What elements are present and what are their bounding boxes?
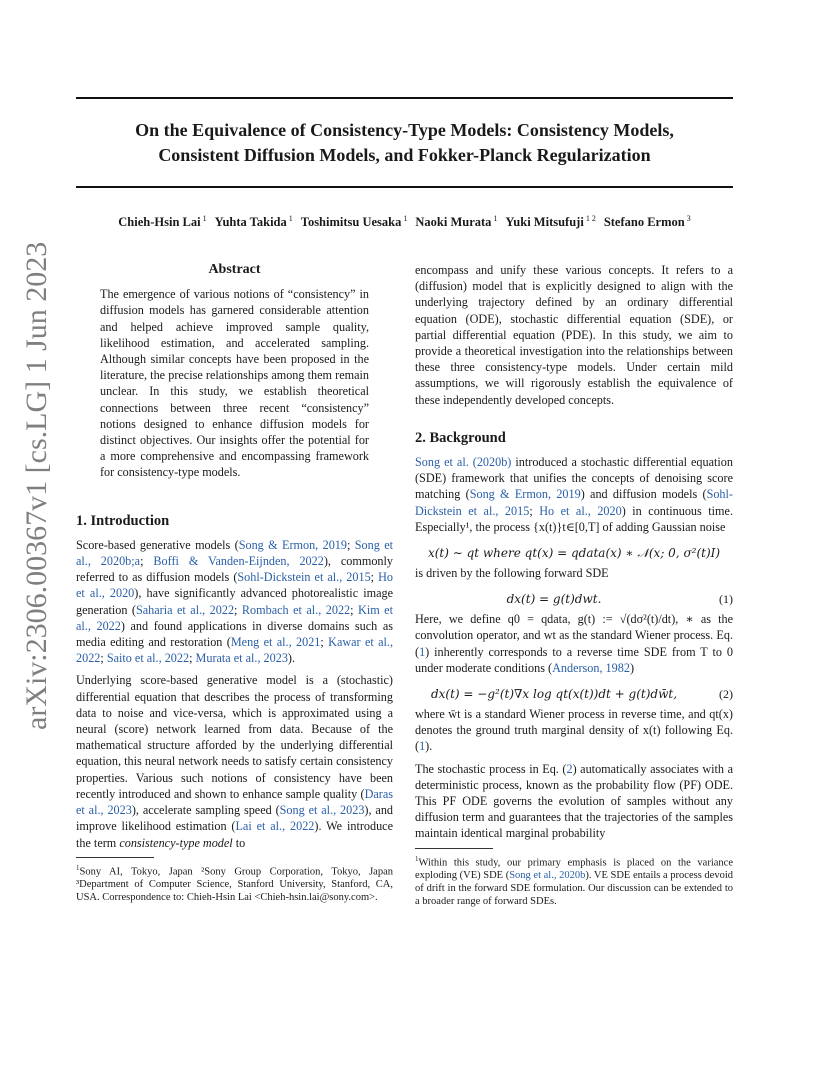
citation-link[interactable]: Meng et al., 2021: [230, 635, 321, 650]
left-column: [76, 262, 393, 904]
bottom-title-rule: [76, 186, 733, 188]
author-affiliation-mark: 1: [200, 214, 207, 223]
right-paragraph-0: encompass and unify these various concepts. It refers to a (diffusion) model that is explicitly designed to align with the underlying trajectory defined by an ordinary differential equation (ODE), stochastic differential equation (SDE), or partial differential equation (PDE). In this study, we aim to provide a theoretical investigation into the relationships between these three consistency-type models. Under certain mild assumptions, we will rigorously establish the equivalence of these independently developed concepts.: [415, 263, 733, 407]
citation-link[interactable]: Sohl-Dickstein et al., 2015: [237, 570, 371, 585]
top-rule: [76, 97, 733, 99]
citation-link[interactable]: Kim et al., 2022: [76, 602, 393, 633]
footnote-rule-left: [76, 857, 154, 858]
equation-marginal-body: x(t) ∼ qt where qt(x) = qdata(x) ∗ 𝒩(x; 0, σ²(t)I): [427, 546, 721, 561]
footnote-mark-left: 1: [76, 863, 80, 872]
background-paragraph-2: is driven by the following forward SDE: [415, 566, 609, 581]
footnote-ve-sde-text: Within this study, our primary emphasis is placed on the variance exploding (VE) SDE (Song et al., 2020b). VE SDE entails a process devoid of drift in the forward SDE formulation. Our discussion can be extended to a broader range of forward SDEs.: [415, 857, 733, 908]
background-paragraph-4: where w̄t is a standard Wiener process in reverse time, and qt(x) denotes the ground truth marginal density of x(t) following Eq. (1).: [415, 707, 733, 754]
author-affiliation-mark: 1 2: [583, 214, 596, 223]
intro-paragraph-2: Underlying score-based generative model is a (stochastic) differential equation that describes the process of transforming data to noise and vice-versa, which is approximated using a neural (score) network learned from data. Because of the mathematical structure afforded by the underlying differential equation, this neural network needs to satisfy certain consistency properties. Various such notions of consistency have been recently introduced and shown to enhance sample quality (Daras et al., 2023), accelerate sampling speed (Song et al., 2023), and improve likelihood estimation (Lai et al., 2022). We introduce the term consistency-type model to: [76, 673, 394, 850]
background-paragraph-3: Here, we define q0 = qdata, g(t) := √(dσ²(t)/dt), ∗ as the convolution operator, and wt as the standard Wiener process. Eq. (1) inherently corresponds to a reverse time SDE from T to 0 under moderate conditions (Anderson, 1982): [415, 612, 733, 675]
citation-link[interactable]: Song et al., 2020b: [509, 870, 586, 882]
author-affiliation-mark: 1: [401, 214, 408, 223]
citation-link[interactable]: 1: [419, 739, 426, 754]
author-list: [76, 214, 733, 230]
arxiv-stamp: arXiv:2306.00367v1 [cs.LG] 1 Jun 2023: [20, 241, 53, 730]
author-affiliation-mark: 1: [491, 214, 498, 223]
citation-link[interactable]: Song & Ermon, 2019: [469, 487, 581, 502]
equation-marginal: [415, 541, 733, 565]
background-paragraph-1: Song et al. (2020b) introduced a stochastic differential equation (SDE) framework that unifies the concepts of denoising score matching (Song & Ermon, 2019) and diffusion models (Sohl-Dickstein et al., 2015; Ho et al., 2020) in continuous time. Especially¹, the process {x(t)}t∈[0,T] of adding Gaussian noise: [415, 455, 733, 534]
author-affiliation-mark: 3: [684, 214, 691, 223]
citation-link[interactable]: 2: [566, 761, 573, 776]
author-name: Toshimitsu Uesaka $^1$: [300, 214, 408, 230]
abstract-heading: Abstract: [208, 262, 261, 277]
citation-link[interactable]: Song et al., 2020b;a: [76, 537, 393, 569]
author-name: Chieh-Hsin Lai $^1$: [118, 214, 207, 230]
citation-link[interactable]: Rombach et al., 2022: [241, 602, 351, 617]
right-column: [415, 262, 733, 908]
citation-link[interactable]: Song & Ermon, 2019: [238, 537, 347, 552]
footnote-affiliations-text: Sony AI, Tokyo, Japan ²Sony Group Corporation, Tokyo, Japan ³Department of Computer Science, Stanford University, Stanford, CA, USA. Correspondence to: Chieh-Hsin Lai <Chieh-hsin.lai@sony.com>.: [76, 866, 393, 904]
equation-2: [415, 682, 733, 706]
emphasis-term: consistency-type model: [119, 835, 233, 850]
intro-paragraph-1: Score-based generative models (Song & Ermon, 2019; Song et al., 2020b;a; Boffi & Vanden-Eijnden, 2022), commonly referred to as diffusion models (Sohl-Dickstein et al., 2015; Ho et al., 2020), have significantly advanced photorealistic image generation (Saharia et al., 2022; Rombach et al., 2022; Kim et al., 2022) and found applications in diverse domains such as media editing and restoration (Meng et al., 2021; Kawar et al., 2022; Saito et al., 2022; Murata et al., 2023).: [76, 537, 394, 666]
citation-link[interactable]: Boffi & Vanden-Eijnden, 2022: [153, 554, 324, 569]
citation-link[interactable]: Murata et al., 2023: [195, 651, 288, 666]
abstract-text: The emergence of various notions of “consistency” in diffusion models has garnered considerable attention and helped achieve improved sample quality, likelihood estimation, and accelerated sampling. Although similar concepts have been proposed in the literature, the precise relationships among them remain unclear. In this study, we establish theoretical connections between three recent “consistency” notions designed to enhance diffusion models for distinct objectives. Our insights offer the potential for a more comprehensive and encompassing framework for consistency-type models.: [100, 287, 369, 480]
intro-heading: 1. Introduction: [76, 512, 170, 529]
author-affiliation-mark: 1: [286, 214, 293, 223]
citation-link[interactable]: Daras et al., 2023: [76, 786, 393, 818]
paper-title: [76, 118, 733, 168]
citation-link[interactable]: Saharia et al., 2022: [135, 602, 235, 617]
footnote-mark-right: 1: [415, 854, 419, 863]
citation-link[interactable]: Sohl-Dickstein et al., 2015: [415, 487, 733, 518]
citation-link[interactable]: Lai et al., 2022: [235, 819, 315, 834]
citation-link[interactable]: Kawar et al., 2022: [76, 635, 394, 666]
author-name: Yuhta Takida $^1$: [214, 214, 293, 230]
footnote-affiliations: [76, 862, 393, 905]
equation-1-number: (1): [719, 592, 733, 607]
citation-link[interactable]: Song et al., 2023: [279, 803, 365, 818]
equation-1: [415, 587, 733, 611]
author-name: Yuki Mitsufuji $^{1 2}$: [505, 214, 596, 230]
title-line-2: Consistent Diffusion Models, and Fokker-Planck Regularization: [158, 145, 651, 165]
equation-2-body: dx(t) = −g²(t)∇x log qt(x(t))dt + g(t)dw̄t,: [430, 687, 678, 702]
author-name: Naoki Murata $^1$: [415, 214, 498, 230]
citation-link[interactable]: Saito et al., 2022: [106, 651, 190, 666]
equation-2-number: (2): [719, 687, 733, 702]
citation-link[interactable]: Song et al. (2020b): [415, 455, 512, 470]
title-line-1: On the Equivalence of Consistency-Type Models: Consistency Models,: [135, 120, 674, 140]
citation-link[interactable]: 1: [419, 644, 426, 659]
citation-link[interactable]: Ho et al., 2020: [76, 570, 393, 601]
footnote-rule-right: [415, 848, 493, 849]
citation-link[interactable]: Ho et al., 2020: [539, 503, 622, 518]
citation-link[interactable]: Anderson, 1982: [552, 660, 630, 675]
equation-1-body: dx(t) = g(t)dwt.: [506, 592, 602, 607]
author-name: Stefano Ermon $^3$: [603, 214, 691, 230]
background-paragraph-5: The stochastic process in Eq. (2) automatically associates with a deterministic process, known as the probability flow (PF) ODE. This PF ODE governs the evolution of samples without any diffusion term and guarantees that the trajectories of the samples maintain identical marginal probability: [415, 761, 733, 841]
footnote-ve-sde: [415, 853, 733, 909]
background-heading: 2. Background: [415, 429, 506, 446]
